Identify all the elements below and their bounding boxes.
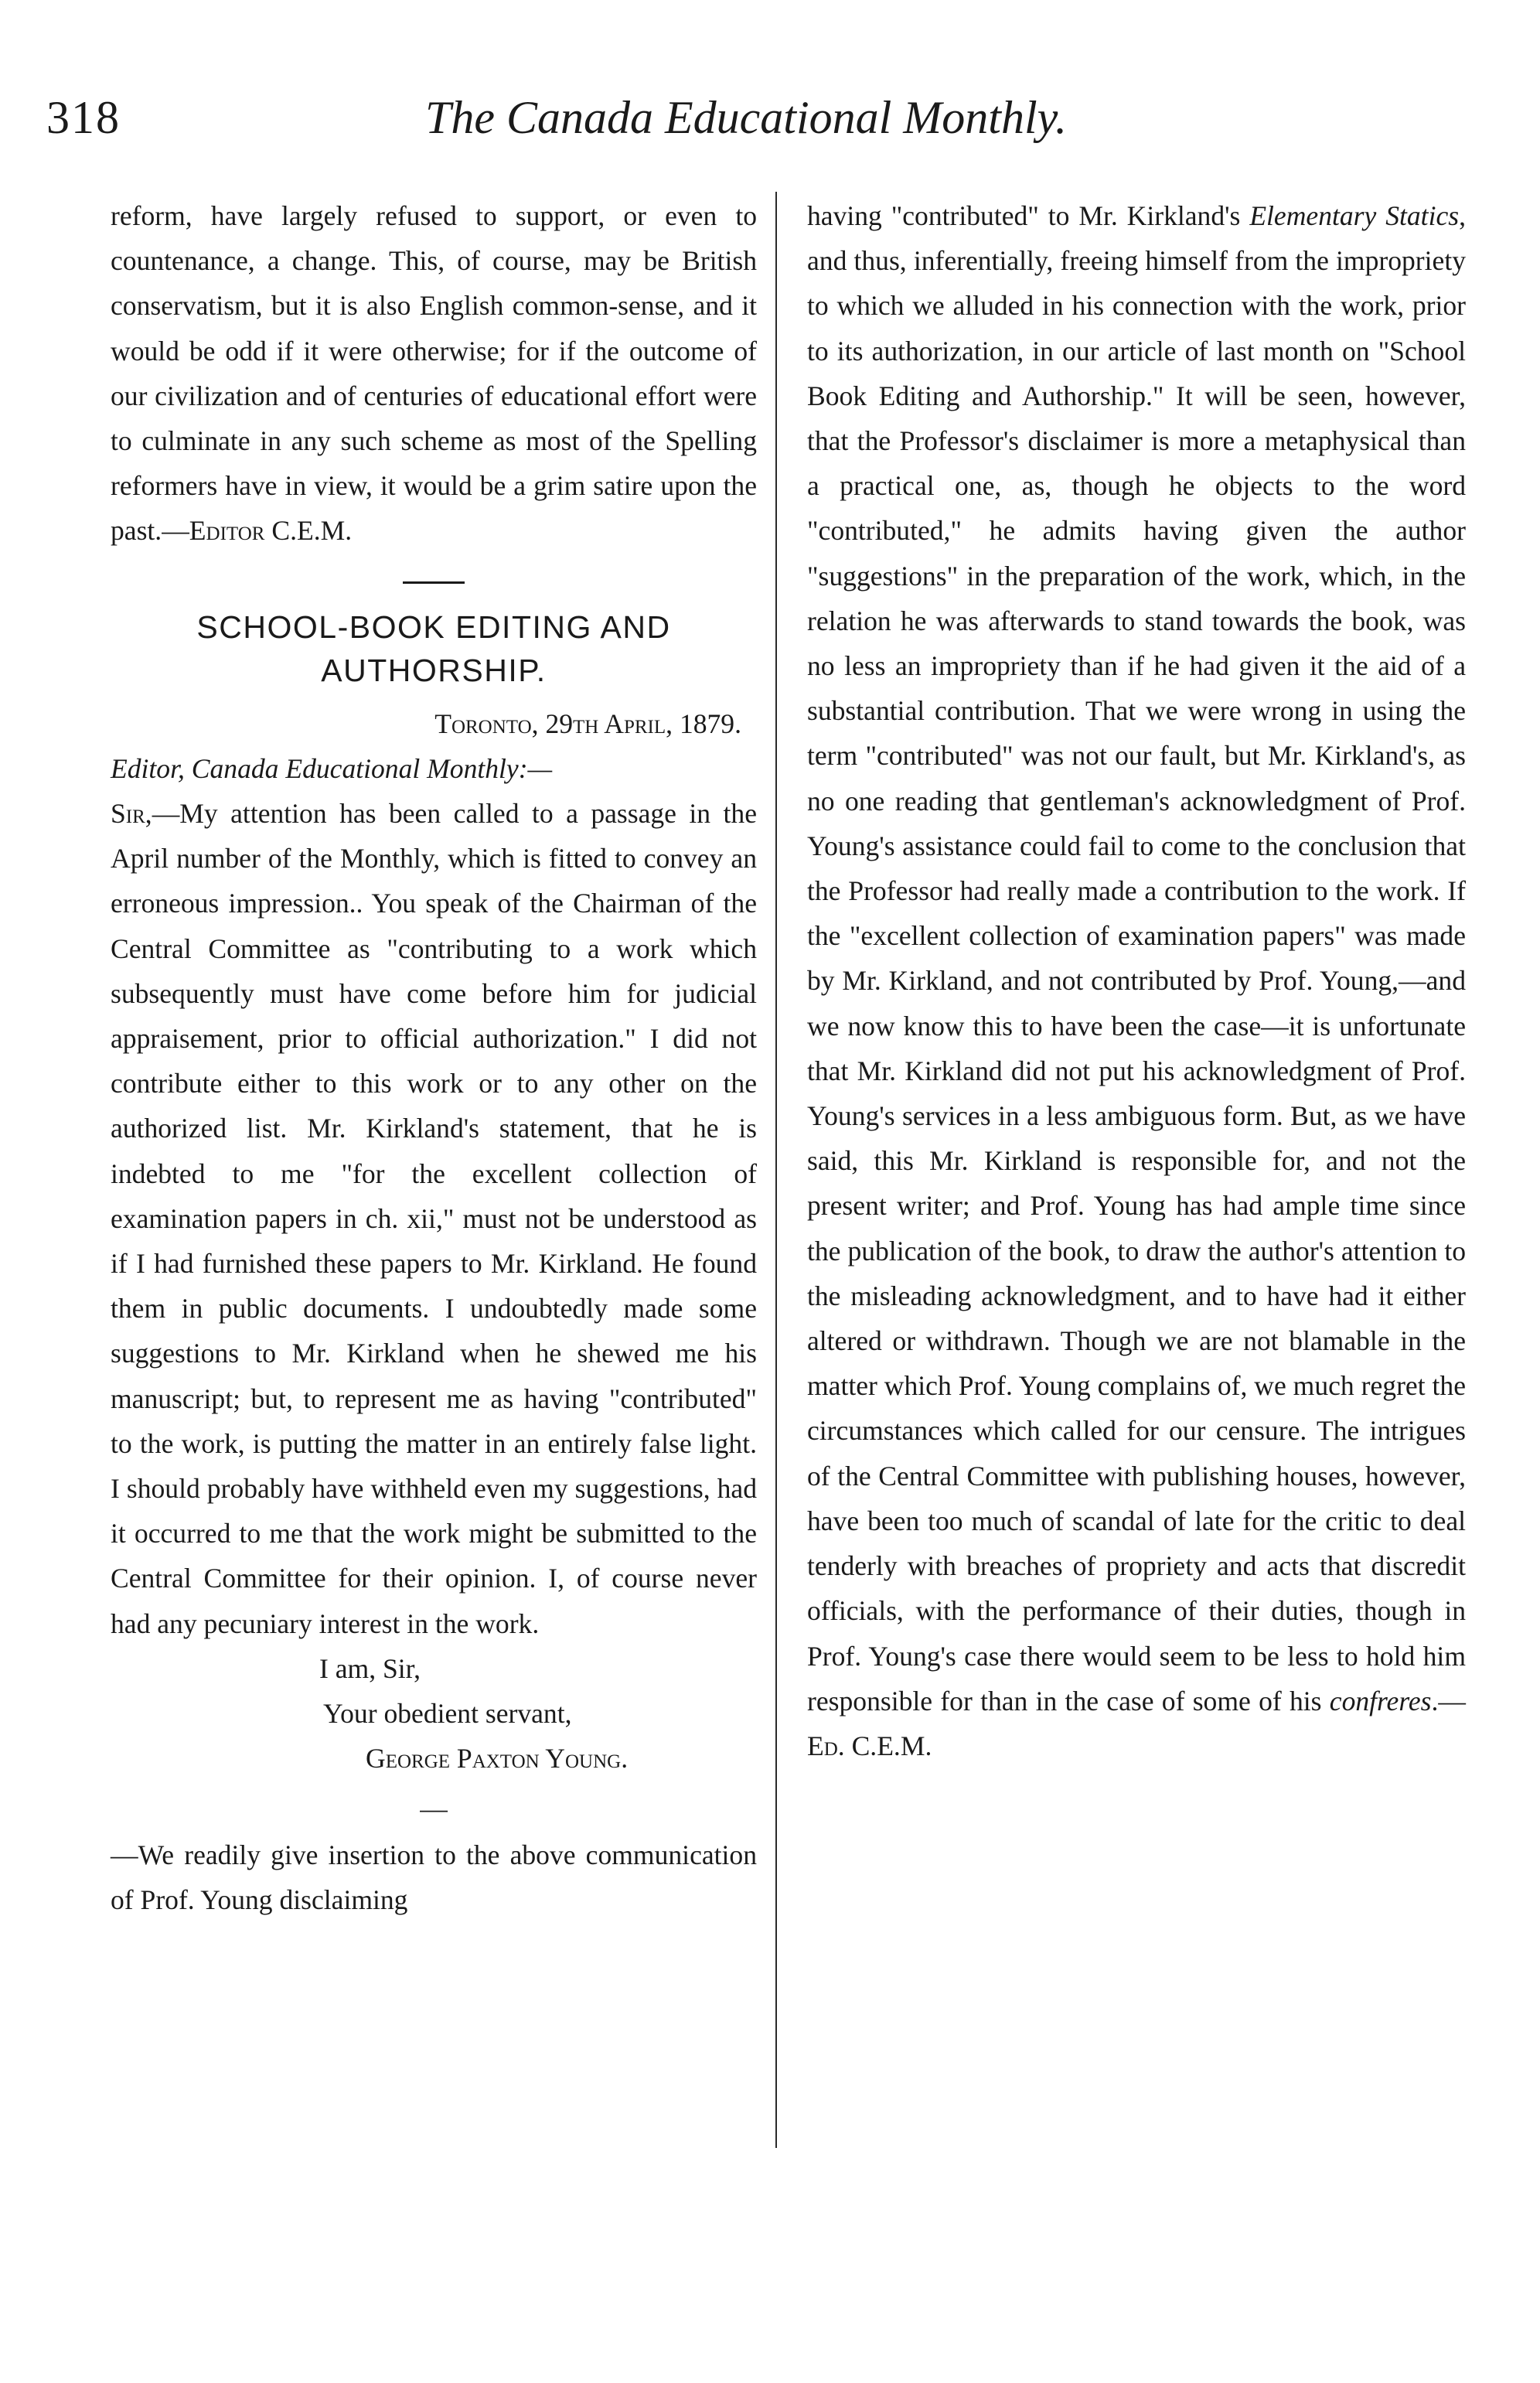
running-head: The Canada Educational Monthly. [425,92,1067,143]
dateline: Toronto, 29th April, 1879. [434,707,741,739]
letter-closing: I am, Sir, [319,1652,421,1684]
letter-open: Sir, [111,798,152,830]
page-number: 318 [46,92,121,143]
divider-dash: — [420,1792,448,1824]
intro-paragraph [111,193,757,554]
reply-paragraph [807,193,1466,1768]
page-header [46,70,1129,162]
article-title: SCHOOL-BOOK EDITING AND AUTHORSHIP. [196,609,671,688]
salutation: Editor, Canada Educational Monthly:— [111,752,553,784]
reply-text-1: having "contributed" to Mr. Kirkland's [807,200,1250,231]
right-column [807,193,1466,1768]
left-column [111,193,757,1922]
confreres-word: confreres [1329,1685,1432,1717]
letter-body [111,791,757,1646]
column-divider [775,192,777,2148]
intro-signoff: —Editor C.E.M. [162,515,353,547]
section-rule [403,581,465,584]
reply-start: —We readily give insertion to the above communication of Prof. Young disclaiming [111,1839,757,1915]
letter-text: —My attention has been called to a passage in the April number of the Monthly, which is fitted to convey an erroneous impression.. You speak of the Chairman of the Central Committee as "contributing to a work which subsequently must have come before him for judicial appraisement, prior to official authorization." I did not contribute either to this work or to any other on the authorized list. Mr. Kirkland's statement, that he is indebted to me "for the excellent collection of examination papers in ch. xii," must not be understood as if I had furnished these papers to Mr. Kirkland. He found them in public documents. I undoubtedly made some suggestions to Mr. Kirkland when he shewed me his manuscript; but, to represent me as having "contributed" to the work, is putting the matter in an entirely false light. I should probably have withheld even my suggestions, had it occurred to me that the work might be submitted to the Central Committee for their opinion. I, of course never had any pecuniary interest in the work. [111,798,757,1639]
letter-servant: Your obedient servant, [323,1698,572,1730]
reply-signoff: .—Ed. C.E.M. [807,1685,1466,1761]
intro-text: reform, have largely refused to support, or even to countenance, a change. This, of course, may be British conservatism, but it is also English common-sense, and it would be odd if it were otherwise; for if the outcome of our civilization and of centuries of educational effort were to culminate in any such scheme as most of the Spelling reformers have in view, it would be a grim satire upon the past. [111,200,757,547]
book-title: Elementary Statics [1249,200,1460,231]
reply-text-2: , and thus, inferentially, freeing himself from the impropriety to which we alluded in his connection with the work, prior to its authorization, in our article of last month on "School Book Editing and Authorship." It will be seen, however, that the Professor's disclaimer is more a metaphysical than a practical one, as, though he objects to the word "contributed," he admits having given the author "suggestions" in the preparation of the work, which, in the relation he was afterwards to stand towards the book, was no less an impropriety than if he had given it the aid of a substantial contribution. That we were wrong in using the term "contributed" was not our fault, but Mr. Kirkland's, as no one reading that gentleman's acknowledgment of Prof. Young's assistance could fail to come to the conclusion that the Professor had really made a contribution to the work. If the "excellent collection of examination papers" was made by Mr. Kirkland, and not contributed by Prof. Young,—and we now know this to have been the case—it is unfortunate that Mr. Kirkland did not put his acknowledgment of Prof. Young's services in a less ambiguous form. But, as we have said, this Mr. Kirkland is responsible for, and not the present writer; and Prof. Young has had ample time since the publication of the book, to draw the author's attention to the misleading acknowledgment, and to have had it either altered or withdrawn. Though we are not blamable in the matter which Prof. Young complains of, we much regret the circumstances which called for our censure. The intrigues of the Central Committee with publishing houses, however, have been too much of scandal of late for the critic to deal tenderly with breaches of propriety and acts that discredit officials, with the performance of their duties, though in Prof. Young's case there would seem to be less to hold him responsible for than in the case of some of his [807,200,1466,1717]
letter-signature: George Paxton Young. [366,1743,629,1774]
